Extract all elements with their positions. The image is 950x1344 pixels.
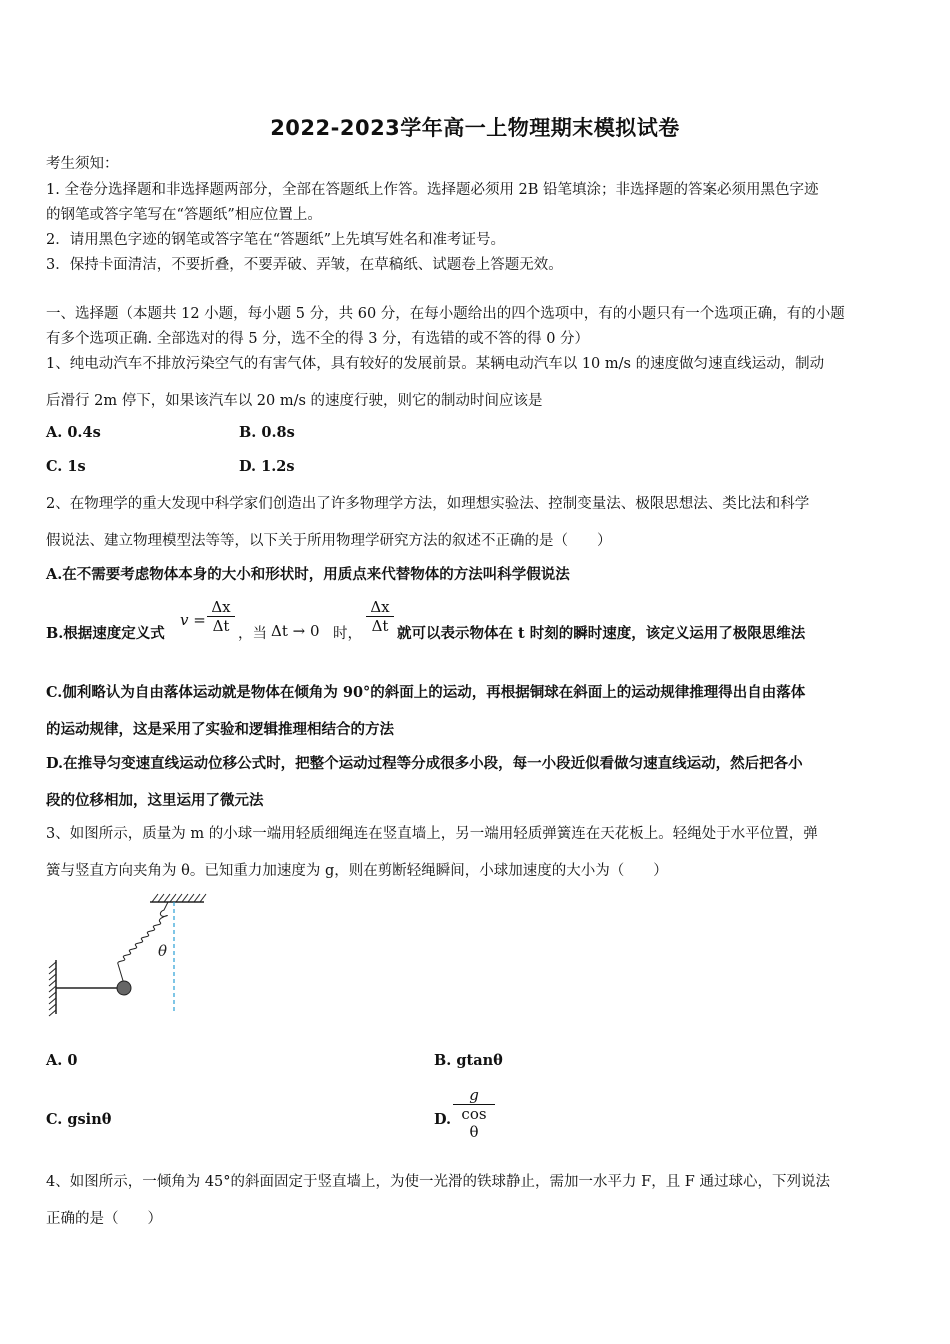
- question-2-option-b-comma: ，当: [238, 626, 267, 642]
- option-d-denominator: cos θ: [461, 1105, 487, 1141]
- ball: [117, 981, 131, 995]
- question-3-line1: 3、如图所示，质量为 m 的小球一端用轻质细绳连在竖直墙上，另一端用轻质弹簧连在天花板上。轻绳处于水平位置，弹: [46, 826, 818, 842]
- question-3-option-d-prefix: D.: [434, 1111, 452, 1128]
- question-2-option-a: A.在不需要考虑物体本身的大小和形状时，用质点来代替物体的方法叫科学假说法: [46, 566, 570, 583]
- question-4-line1: 4、如图所示，一倾角为 45°的斜面固定于竖直墙上，为使一光滑的铁球静止，需加一水平力 F，且 F 通过球心，下列说法: [46, 1174, 830, 1190]
- notice-heading: 考生须知：: [46, 156, 119, 172]
- notice-item-2: 2．请用黑色字迹的钢笔或答字笔在“答题纸”上先填写姓名和准考证号。: [46, 232, 506, 248]
- question-2-line1: 2、在物理学的重大发现中科学家们创造出了许多物理学方法，如理想实验法、控制变量法、极限思想法、类比法和科学: [46, 496, 810, 512]
- question-3-option-c: C. gsinθ: [46, 1111, 112, 1128]
- question-2-option-b-prefix: B.根据速度定义式: [46, 625, 165, 642]
- ceiling-hatch: [152, 894, 206, 902]
- notice-item-1b: 的钢笔或答字笔写在“答题纸”相应位置上。: [46, 207, 322, 223]
- page-title: 2022-2023学年高一上物理期末模拟试卷: [270, 116, 680, 140]
- ratio-fraction-numerator: Δx: [370, 598, 390, 616]
- velocity-fraction-denominator: Δt: [212, 617, 230, 635]
- question-2-line2: 假说法、建立物理模型法等等，以下关于所用物理学研究方法的叙述不正确的是（ ）: [46, 533, 612, 549]
- question-2-option-b-suffix: 就可以表示物体在 t 时刻的瞬时速度，该定义运用了极限思维法: [397, 625, 806, 642]
- velocity-fraction-numerator: Δx: [211, 598, 231, 616]
- ratio-fraction: [366, 598, 394, 635]
- wall-hatch: [49, 962, 56, 1016]
- question-2-option-c-line1: C.伽利略认为自由落体运动就是物体在倾角为 90°的斜面上的运动，再根据铜球在斜面上的运动规律推理得出自由落体: [46, 684, 806, 701]
- question-1-line1: 1、纯电动汽车不排放污染空气的有害气体，具有较好的发展前景。某辆电动汽车以 10 m/s 的速度做匀速直线运动，制动: [46, 356, 825, 372]
- theta-label: θ: [158, 942, 168, 960]
- option-d-numerator: g: [469, 1086, 479, 1104]
- velocity-fraction: [207, 598, 235, 635]
- question-1-option-b: B. 0.8s: [239, 424, 295, 441]
- question-3-option-b: B. gtanθ: [434, 1052, 503, 1069]
- question-1-option-c: C. 1s: [46, 458, 86, 475]
- question-1-option-a: A. 0.4s: [46, 424, 101, 441]
- ratio-fraction-denominator: Δt: [371, 617, 389, 635]
- question-3-line2: 簧与竖直方向夹角为 θ。已知重力加速度为 g，则在剪断轻绳瞬间，小球加速度的大小为（ ）: [46, 863, 668, 879]
- question-2-option-b-when: 时，: [333, 626, 362, 642]
- section-1-instructions-line1: 一、选择题（本题共 12 小题，每小题 5 分，共 60 分，在每小题给出的四个选项中，有的小题只有一个选项正确，有的小题: [46, 306, 845, 322]
- question-1-line2: 后滑行 2m 停下，如果该汽车以 20 m/s 的速度行驶，则它的制动时间应该是: [46, 393, 543, 409]
- notice-item-3: 3．保持卡面清洁，不要折叠，不要弄破、弄皱，在草稿纸、试题卷上答题无效。: [46, 257, 563, 273]
- question-2-option-d-line1: D.在推导匀变速直线运动位移公式时，把整个运动过程等分成很多小段，每一小段近似看做匀速直线运动，然后把各小: [46, 755, 803, 772]
- question-4-line2: 正确的是（ ）: [46, 1211, 162, 1227]
- limit-expression: Δt → 0: [271, 622, 320, 640]
- question-3-option-d-fraction: [453, 1086, 495, 1141]
- question-2-option-d-line2: 段的位移相加，这里运用了微元法: [46, 792, 264, 809]
- velocity-symbol: v =: [180, 611, 206, 629]
- question-3-option-a: A. 0: [46, 1052, 78, 1069]
- spring-ball-figure: [40, 890, 215, 1020]
- notice-item-1a: 1. 全卷分选择题和非选择题两部分，全部在答题纸上作答。选择题必须用 2B 铅笔填涂；非选择题的答案必须用黑色字迹: [46, 182, 819, 198]
- question-1-option-d: D. 1.2s: [239, 458, 295, 475]
- question-2-option-c-line2: 的运动规律，这是采用了实验和逻辑推理相结合的方法: [46, 721, 394, 738]
- section-1-instructions-line2: 有多个选项正确. 全部选对的得 5 分，选不全的得 3 分，有选错的或不答的得 0 分）: [46, 331, 590, 347]
